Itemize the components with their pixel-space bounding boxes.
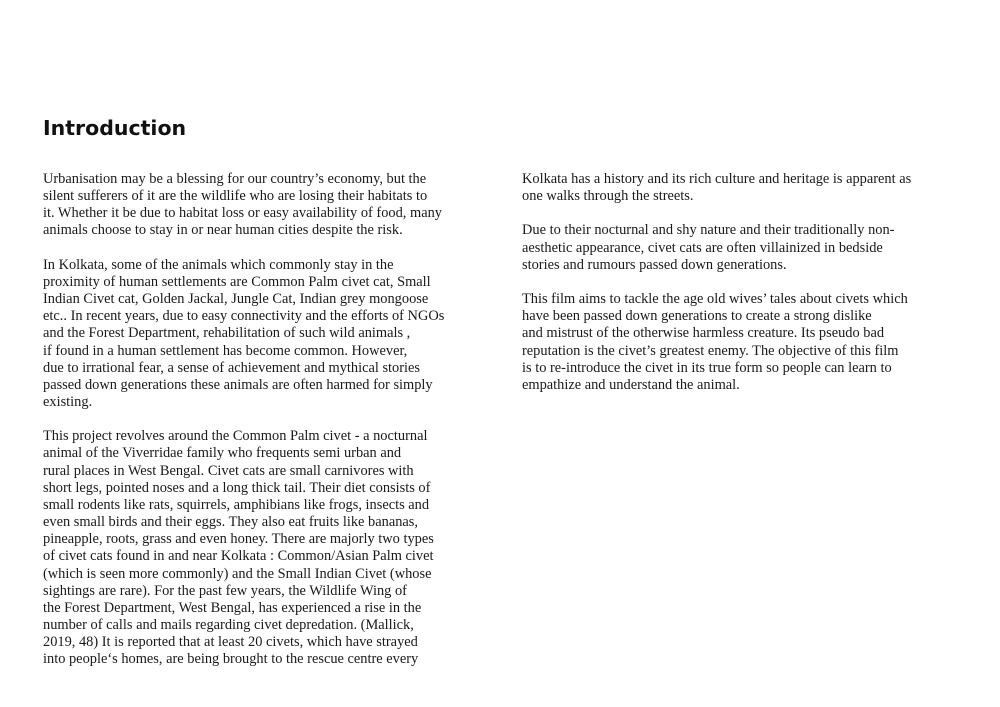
text-line: it. Whether it be due to habitat loss or easy availability of food, many [43,205,442,222]
text-line: even small birds and their eggs. They also eat fruits like bananas, [43,514,418,531]
text-line: small rodents like rats, squirrels, amphibians like frogs, insects and [43,496,430,513]
text-line: passed down generations these animals are often harmed for simply [43,376,433,393]
page-title: Introduction [43,116,187,140]
text-line: This film aims to tackle the age old wives’ tales about civets which [522,291,908,308]
paragraph [43,257,493,411]
text-line: This project revolves around the Common Palm civet - a nocturnal [43,428,428,445]
text-line: existing. [43,394,93,411]
text-line: animal of the Viverridae family who frequents semi urban and [43,445,402,462]
text-line: proximity of human settlements are Common Palm civet cat, Small [43,273,431,290]
paragraph [522,222,962,273]
text-line: aesthetic appearance, civet cats are often villainized in bedside [522,239,883,256]
text-line: is to re-introduce the civet in its true form so people can learn to [522,359,892,376]
paragraph [43,171,493,240]
paragraph [43,428,493,668]
text-line: Urbanisation may be a blessing for our country’s economy, but the [43,171,427,187]
right-text-column [522,171,962,411]
text-line: have been passed down generations to create a strong dislike [522,308,872,325]
text-line: In Kolkata, some of the animals which commonly stay in the [43,256,394,273]
text-line: empathize and understand the animal. [522,376,740,393]
text-line: into people‘s homes, are being brought to the rescue centre every [43,651,419,668]
text-line: silent sufferers of it are the wildlife who are losing their habitats to [43,188,428,205]
text-line: Due to their nocturnal and shy nature and their traditionally non- [522,222,895,239]
paragraph [522,171,962,205]
text-line: if found in a human settlement has become common. However, [43,342,408,359]
text-line: rural places in West Bengal. Civet cats are small carnivores with [43,462,414,479]
paragraph [522,291,962,394]
left-text-column [43,171,493,686]
text-line: reputation is the civet’s greatest enemy. The objective of this film [522,342,899,359]
text-line: one walks through the streets. [522,188,694,205]
text-line: stories and rumours passed down generations. [522,256,787,273]
text-line: sightings are rare). For the past few years, the Wildlife Wing of [43,582,407,599]
text-line: and the Forest Department, rehabilitation of such wild animals , [43,325,411,342]
text-line: and mistrust of the otherwise harmless creature. Its pseudo bad [522,325,885,342]
text-line: etc.. In recent years, due to easy connectivity and the efforts of NGOs [43,308,445,325]
text-line: due to irrational fear, a sense of achievement and mythical stories [43,359,421,376]
text-line: 2019, 48) It is reported that at least 20 civets, which have strayed [43,634,418,651]
text-line: Indian Civet cat, Golden Jackal, Jungle Cat, Indian grey mongoose [43,291,429,308]
text-line: animals choose to stay in or near human cities despite the risk. [43,222,403,239]
text-line: Kolkata has a history and its rich culture and heritage is apparent as [522,171,912,187]
text-line: the Forest Department, West Bengal, has experienced a rise in the [43,599,422,616]
text-line: short legs, pointed noses and a long thick tail. Their diet consists of [43,479,431,496]
text-line: number of calls and mails regarding civet depredation. (Mallick, [43,617,414,634]
text-line: pineapple, roots, grass and even honey. There are majorly two types [43,531,434,548]
text-line: of civet cats found in and near Kolkata : Common/Asian Palm civet [43,548,434,565]
text-line: (which is seen more commonly) and the Small Indian Civet (whose [43,565,432,582]
